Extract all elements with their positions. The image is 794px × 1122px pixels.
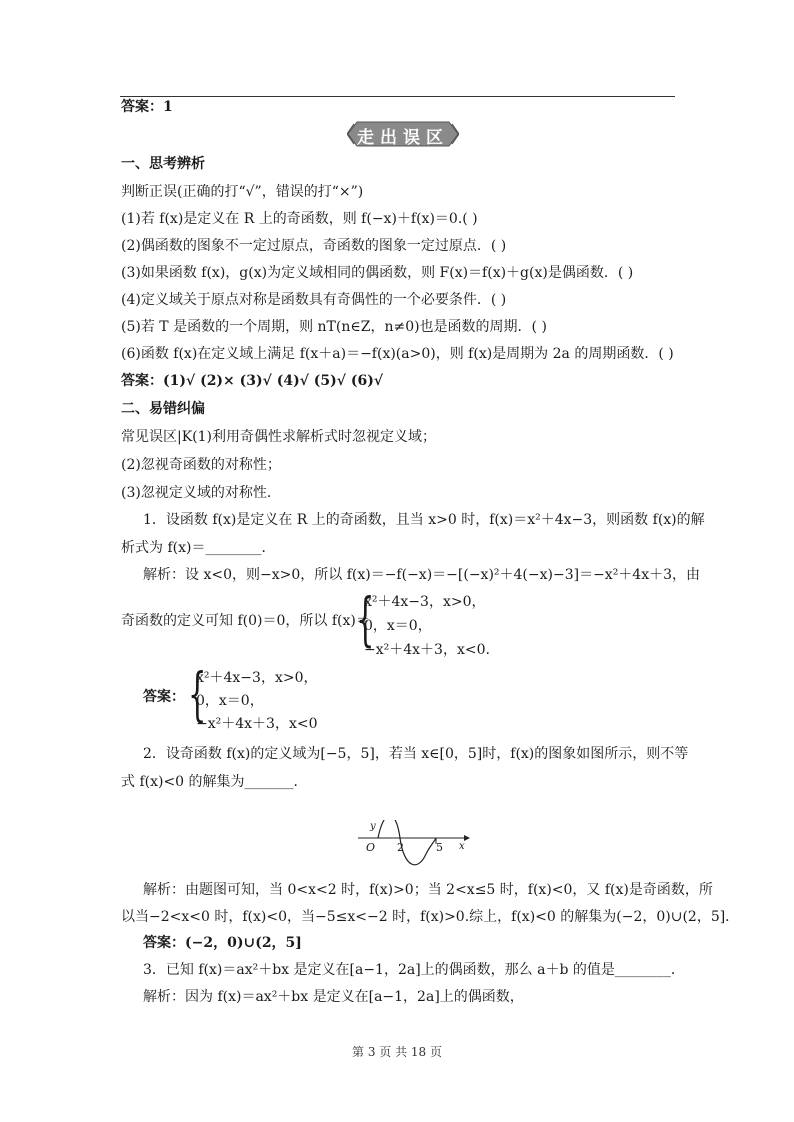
q1-answer-case-1: x²＋4x−3，x>0， — [196, 670, 318, 686]
judgment-item-1: (1)若 f(x)是定义在 R 上的奇函数，则 f(−x)＋f(x)＝0.( ) — [121, 211, 478, 227]
graph-x-label: x — [459, 841, 465, 852]
q2-solution-line1: 解析：由题图可知，当 0<x<2 时，f(x)>0；当 2<x≤5 时，f(x)<0，又 f(x)是奇函数，所 — [143, 882, 713, 898]
judgment-item-6: (6)函数 f(x)在定义域上满足 f(x＋a)＝−f(x)(a>0)，则 f(x)是周期为 2a 的周期函数．( ) — [121, 346, 674, 362]
judgment-item-4: (4)定义域关于原点对称是函数具有奇偶性的一个必要条件．( ) — [121, 292, 507, 308]
q1-answer-case-3: −x²＋4x＋3，x<0 — [196, 716, 318, 732]
misconception-1: 常见误区|K(1)利用奇偶性求解析式时忽视定义域； — [121, 429, 437, 445]
top-rule — [120, 96, 675, 97]
q3-solution-line1: 解析：因为 f(x)＝ax²＋bx 是定义在[a−1，2a]上的偶函数， — [143, 989, 524, 1005]
q1-case-2: 0，x＝0， — [364, 618, 432, 634]
graph-y-label: y — [370, 821, 376, 832]
section1-instruction: 判断正误(正确的打“√”，错误的打“×”) — [121, 184, 364, 200]
graph-tick-5: 5 — [436, 841, 443, 854]
section1-answer: 答案：(1)√ (2)× (3)√ (4)√ (5)√ (6)√ — [121, 373, 384, 389]
q1-answer-brace: { — [188, 660, 207, 728]
section2-heading: 二、易错纠偏 — [121, 401, 205, 417]
q1-stem-line1: 1．设函数 f(x)是定义在 R 上的奇函数，且当 x>0 时，f(x)＝x²＋4x−3，则函数 f(x)的解 — [143, 512, 705, 528]
q2-stem-line2: 式 f(x)<0 的解集为_______． — [121, 774, 308, 790]
top-answer: 答案：1 — [121, 99, 173, 115]
misconception-3: (3)忽视定义域的对称性． — [121, 485, 281, 501]
q1-solution-line1: 解析：设 x<0，则−x>0，所以 f(x)＝−f(−x)＝−[(−x)²＋4(−x)−3]＝−x²＋4x＋3，由 — [143, 567, 701, 583]
q1-answer-case-2: 0，x＝0， — [196, 693, 264, 709]
q1-solution-line2: 奇函数的定义可知 f(0)＝0，所以 f(x)＝ — [121, 613, 370, 629]
section1-heading: 一、思考辨析 — [121, 156, 205, 172]
misconception-2: (2)忽视奇函数的对称性； — [121, 457, 281, 473]
page-footer: 第 3 页 共 18 页 — [352, 1045, 442, 1059]
graph-origin-label: O — [366, 841, 376, 854]
q2-solution-line2: 以当−2<x<0 时，f(x)<0，当−5≤x<−2 时，f(x)>0.综上，f(x)<0 的解集为(−2，0)∪(2，5]． — [121, 909, 740, 925]
section-banner — [347, 121, 459, 147]
q3-stem: 3．已知 f(x)＝ax²＋bx 是定义在[a−1，2a]上的偶函数，那么 a＋b 的值是________． — [143, 962, 685, 978]
q1-answer-label: 答案： — [143, 689, 185, 705]
graph-tick-2: 2 — [397, 841, 404, 854]
q2-stem-line1: 2．设奇函数 f(x)的定义域为[−5，5]，若当 x∈[0，5]时，f(x)的图象如图所示，则不等 — [143, 746, 689, 762]
banner-label: 走出误区 — [357, 128, 449, 148]
q1-stem-line2: 析式为 f(x)＝________． — [121, 540, 276, 556]
q1-case-3: −x²＋4x＋3，x<0. — [364, 642, 490, 658]
judgment-item-2: (2)偶函数的图象不一定过原点，奇函数的图象一定过原点．( ) — [121, 238, 507, 254]
judgment-item-5: (5)若 T 是函数的一个周期，则 nT(n∈Z，n≠0)也是函数的周期．( ) — [121, 319, 547, 335]
function-curve — [378, 820, 436, 865]
q1-solution-brace: { — [356, 585, 375, 653]
judgment-item-3: (3)如果函数 f(x)，g(x)为定义域相同的偶函数，则 F(x)＝f(x)＋g(x)是偶函数．( ) — [121, 265, 634, 281]
q2-answer: 答案：(−2，0)∪(2，5] — [143, 935, 302, 951]
q1-case-1: x²＋4x−3，x>0， — [364, 594, 486, 610]
